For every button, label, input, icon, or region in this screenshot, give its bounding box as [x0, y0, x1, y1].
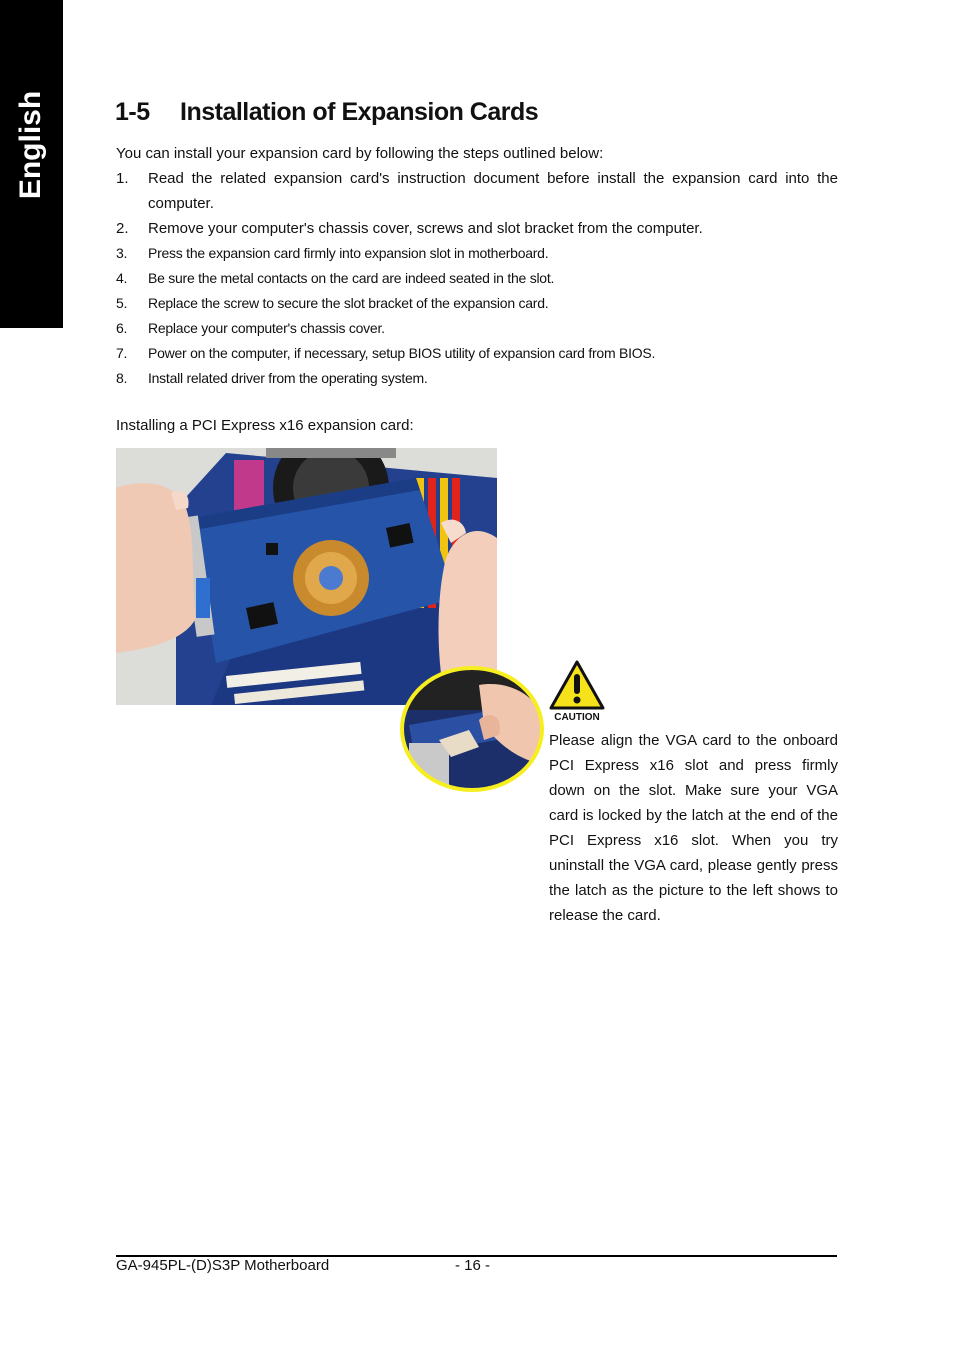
- step-number: 8.: [116, 370, 128, 386]
- language-tab-label: English: [14, 90, 47, 200]
- intro-text: You can install your expansion card by following the steps outlined below:: [116, 145, 604, 162]
- section-number: 1-5: [115, 98, 150, 126]
- step-text: Install related driver from the operating system.: [148, 370, 428, 386]
- latch-zoom-photo: [399, 665, 545, 793]
- section-heading: [115, 98, 538, 127]
- step-text: Remove your computer's chassis cover, screws and slot bracket from the computer.: [148, 220, 703, 237]
- step-item: [116, 291, 838, 316]
- step-number: 6.: [116, 320, 128, 336]
- step-number: 5.: [116, 295, 128, 311]
- caution-icon-label: CAUTION: [554, 712, 600, 722]
- step-text: Read the related expansion card's instruction document before install the expansion card into the computer.: [148, 170, 838, 212]
- step-text: Replace the screw to secure the slot bracket of the expansion card.: [148, 295, 549, 311]
- step-item: [116, 266, 838, 291]
- step-number: 1.: [116, 170, 129, 187]
- section-title: Installation of Expansion Cards: [180, 98, 539, 126]
- step-item: [116, 241, 838, 266]
- step-item: [116, 366, 838, 391]
- steps-list: [116, 166, 838, 391]
- step-number: 4.: [116, 270, 128, 286]
- step-number: 7.: [116, 345, 128, 361]
- step-number: 2.: [116, 220, 129, 237]
- pci-express-caption: Installing a PCI Express x16 expansion card:: [116, 417, 414, 434]
- step-item: [116, 341, 838, 366]
- step-text: Press the expansion card firmly into expansion slot in motherboard.: [148, 245, 549, 261]
- caution-icon: [549, 660, 605, 722]
- step-text: Power on the computer, if necessary, setup BIOS utility of expansion card from BIOS.: [148, 345, 656, 361]
- step-item: [116, 216, 838, 241]
- page-number: - 16 -: [455, 1257, 491, 1274]
- step-number: 3.: [116, 245, 128, 261]
- footer-product: GA-945PL-(D)S3P Motherboard: [116, 1257, 330, 1274]
- step-text: Replace your computer's chassis cover.: [148, 320, 385, 336]
- language-tab: [0, 0, 63, 328]
- step-text: Be sure the metal contacts on the card are indeed seated in the slot.: [148, 270, 555, 286]
- caution-text: Please align the VGA card to the onboard PCI Express x16 slot and press firmly down on the slot. Make sure your VGA card is locked by the latch at the end of the PCI Express x16 slot. When you try uninstall the VGA card, please gently press the latch as the picture to the left shows to release the card.: [549, 732, 838, 924]
- step-item: [116, 316, 838, 341]
- step-item: [116, 166, 838, 216]
